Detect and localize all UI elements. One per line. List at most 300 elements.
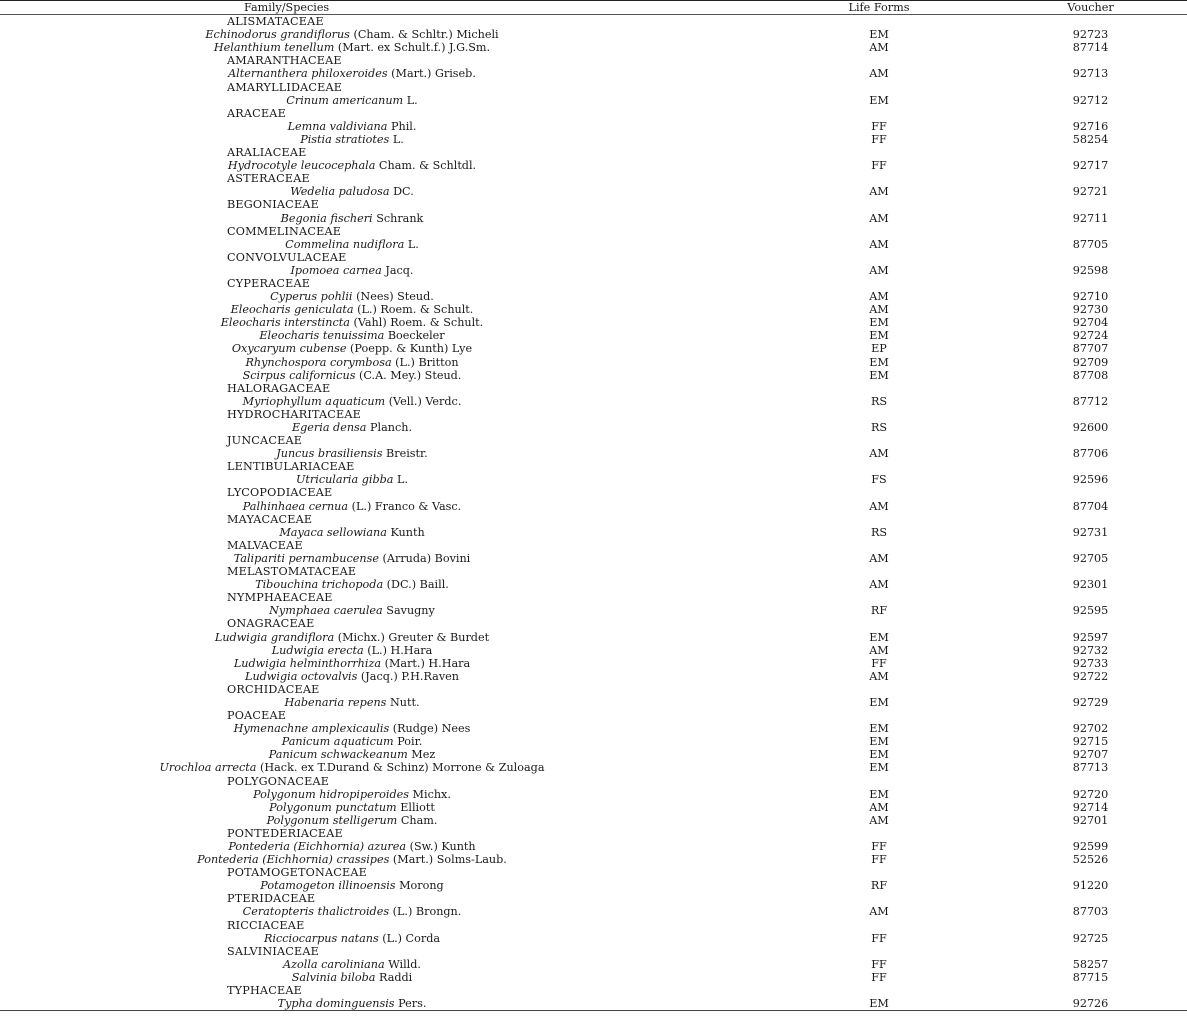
voucher: 92726 bbox=[1072, 997, 1109, 1011]
species-binomial: Eleocharis interstincta bbox=[220, 316, 350, 330]
family-name: HYDROCHARITACEAE bbox=[227, 407, 362, 421]
species-cell bbox=[0, 369, 764, 382]
life-form: AM bbox=[869, 263, 889, 277]
species-binomial: Hymenachne amplexicaulis bbox=[233, 722, 390, 736]
header-row bbox=[0, 1, 1187, 15]
species-authority: (Vell.) Verdc. bbox=[385, 394, 462, 408]
species-authority: (Jacq.) P.H.Raven bbox=[357, 669, 459, 683]
empty-cell bbox=[994, 251, 1187, 264]
species-row bbox=[0, 238, 1187, 251]
empty-cell bbox=[994, 827, 1187, 840]
family-row bbox=[0, 81, 1187, 94]
species-cell bbox=[0, 447, 764, 460]
species-authority: (Arruda) Bovini bbox=[378, 551, 471, 565]
family-name: SALVINIACEAE bbox=[227, 944, 320, 958]
species-row bbox=[0, 316, 1187, 329]
species-binomial: Cyperus pohlii bbox=[270, 290, 353, 304]
species-row bbox=[0, 840, 1187, 853]
family-row bbox=[0, 382, 1187, 395]
life-form: EM bbox=[869, 355, 889, 369]
species-row bbox=[0, 303, 1187, 316]
family-row bbox=[0, 107, 1187, 120]
species-row bbox=[0, 853, 1187, 866]
life-form: FF bbox=[871, 840, 887, 853]
family-name: CYPERACEAE bbox=[227, 276, 311, 290]
species-cell bbox=[0, 657, 764, 670]
empty-cell bbox=[994, 539, 1187, 552]
empty-cell bbox=[994, 172, 1187, 185]
species-cell bbox=[0, 41, 764, 54]
life-form: EM bbox=[869, 316, 889, 330]
species-authority: Nutt. bbox=[386, 695, 420, 709]
species-cell bbox=[0, 238, 764, 251]
life-form: AM bbox=[869, 643, 889, 657]
life-form: AM bbox=[869, 905, 889, 919]
empty-cell bbox=[994, 460, 1187, 473]
family-row bbox=[0, 198, 1187, 211]
family-name: MELASTOMATACEAE bbox=[227, 565, 357, 579]
empty-cell bbox=[994, 277, 1187, 290]
family-row bbox=[0, 683, 1187, 696]
species-row bbox=[0, 120, 1187, 133]
life-form: AM bbox=[869, 447, 889, 461]
family-row bbox=[0, 15, 1187, 29]
empty-cell bbox=[764, 251, 994, 264]
empty-cell bbox=[994, 146, 1187, 159]
species-authority: Jacq. bbox=[381, 263, 414, 277]
empty-cell bbox=[994, 225, 1187, 238]
life-form: EM bbox=[869, 28, 889, 42]
life-form: AM bbox=[869, 813, 889, 827]
species-row bbox=[0, 94, 1187, 107]
empty-cell bbox=[764, 683, 994, 696]
empty-cell bbox=[994, 709, 1187, 722]
empty-cell bbox=[764, 775, 994, 788]
family-name: NYMPHAEACEAE bbox=[227, 591, 333, 605]
family-name: MAYACACEAE bbox=[227, 512, 313, 526]
empty-cell bbox=[764, 172, 994, 185]
species-authority: (Nees) Steud. bbox=[352, 290, 434, 304]
voucher: 92733 bbox=[1072, 656, 1109, 670]
species-row bbox=[0, 814, 1187, 827]
species-authority: (Mart.) Griseb. bbox=[387, 67, 476, 81]
voucher: 92725 bbox=[1072, 931, 1109, 945]
empty-cell bbox=[764, 225, 994, 238]
species-binomial: Ludwigia erecta bbox=[271, 643, 364, 657]
species-cell bbox=[0, 905, 764, 918]
species-binomial: Polygonum stelligerum bbox=[266, 813, 398, 827]
species-binomial: Rhynchospora corymbosa bbox=[245, 355, 392, 369]
family-name: POLYGONACEAE bbox=[227, 774, 330, 788]
family-row bbox=[0, 225, 1187, 238]
species-binomial: Utricularia gibba bbox=[295, 473, 394, 487]
species-cell bbox=[0, 552, 764, 565]
family-row bbox=[0, 617, 1187, 630]
empty-cell bbox=[764, 107, 994, 120]
species-row bbox=[0, 722, 1187, 735]
life-form: EM bbox=[869, 735, 889, 749]
species-authority: Willd. bbox=[384, 957, 421, 971]
voucher: 87713 bbox=[1072, 761, 1109, 775]
voucher: 87712 bbox=[1072, 394, 1109, 408]
family-name: TYPHACEAE bbox=[227, 984, 302, 998]
empty-cell bbox=[994, 513, 1187, 526]
empty-cell bbox=[764, 486, 994, 499]
family-name: ASTERACEAE bbox=[227, 172, 310, 186]
family-row bbox=[0, 827, 1187, 840]
voucher: 91220 bbox=[1072, 879, 1109, 893]
species-binomial: Ludwigia grandiflora bbox=[214, 630, 335, 644]
species-authority: (Mart.) H.Hara bbox=[381, 656, 471, 670]
voucher: 92600 bbox=[1072, 421, 1109, 434]
species-binomial: Polygonum punctatum bbox=[269, 800, 397, 814]
voucher: 92721 bbox=[1072, 185, 1109, 199]
species-cell bbox=[0, 185, 764, 198]
voucher: 52526 bbox=[1072, 853, 1109, 867]
species-binomial: Nymphaea caerulea bbox=[269, 604, 383, 618]
empty-cell bbox=[764, 919, 994, 932]
empty-cell bbox=[994, 54, 1187, 67]
species-row bbox=[0, 212, 1187, 225]
species-authority: Breistr. bbox=[382, 447, 428, 461]
empty-cell bbox=[994, 81, 1187, 94]
family-name: POTAMOGETONACEAE bbox=[227, 866, 368, 880]
species-cell bbox=[0, 159, 764, 172]
family-row bbox=[0, 434, 1187, 447]
species-cell bbox=[0, 264, 764, 277]
species-binomial: Echinodorus grandiflorus bbox=[205, 28, 350, 42]
species-row bbox=[0, 290, 1187, 303]
voucher: 92707 bbox=[1072, 748, 1109, 762]
species-cell bbox=[0, 722, 764, 735]
species-authority: Schrank bbox=[372, 211, 424, 225]
species-cell bbox=[0, 958, 764, 971]
species-row bbox=[0, 657, 1187, 670]
family-row bbox=[0, 892, 1187, 905]
family-row bbox=[0, 984, 1187, 997]
family-name: LYCOPODIACEAE bbox=[227, 486, 333, 500]
life-form: FF bbox=[871, 159, 887, 173]
species-binomial: Azolla caroliniana bbox=[283, 957, 385, 971]
species-cell bbox=[0, 604, 764, 617]
empty-cell bbox=[994, 984, 1187, 997]
species-row bbox=[0, 552, 1187, 565]
species-binomial: Scirpus californicus bbox=[242, 368, 356, 382]
species-row bbox=[0, 395, 1187, 408]
species-authority: L. bbox=[393, 473, 408, 487]
family-name: JUNCACEAE bbox=[227, 434, 303, 448]
life-form: RS bbox=[870, 421, 888, 434]
species-cell bbox=[0, 840, 764, 853]
voucher: 87705 bbox=[1072, 237, 1109, 251]
species-binomial: Helanthium tenellum bbox=[213, 41, 335, 55]
species-row bbox=[0, 133, 1187, 146]
species-row bbox=[0, 761, 1187, 774]
species-cell bbox=[0, 761, 764, 774]
species-cell bbox=[0, 735, 764, 748]
life-form: EM bbox=[869, 630, 889, 644]
family-row bbox=[0, 539, 1187, 552]
species-row bbox=[0, 788, 1187, 801]
species-cell bbox=[0, 303, 764, 316]
species-cell bbox=[0, 316, 764, 329]
family-row bbox=[0, 945, 1187, 958]
species-binomial: Ipomoea carnea bbox=[290, 263, 382, 277]
empty-cell bbox=[994, 565, 1187, 578]
species-binomial: Pontederia (Eichhornia) crassipes bbox=[197, 853, 390, 867]
species-authority: (Hack. ex T.Durand & Schinz) Morrone & Zuloaga bbox=[256, 761, 545, 775]
species-binomial: Begonia fischeri bbox=[280, 211, 373, 225]
species-authority: Cham. bbox=[397, 813, 438, 827]
species-row bbox=[0, 67, 1187, 80]
family-row bbox=[0, 146, 1187, 159]
species-binomial: Ludwigia helminthorrhiza bbox=[233, 656, 382, 670]
voucher: 87706 bbox=[1072, 447, 1109, 461]
species-cell bbox=[0, 342, 764, 355]
empty-cell bbox=[764, 709, 994, 722]
species-cell bbox=[0, 932, 764, 945]
species-authority: Boeckeler bbox=[384, 329, 445, 343]
life-form: EM bbox=[869, 722, 889, 736]
life-form: EM bbox=[869, 368, 889, 382]
species-cell bbox=[0, 421, 764, 434]
voucher: 87704 bbox=[1072, 499, 1109, 513]
family-name: ALISMATACEAE bbox=[227, 15, 324, 29]
life-form: AM bbox=[869, 578, 889, 592]
species-row bbox=[0, 748, 1187, 761]
family-name: ARALIACEAE bbox=[227, 146, 307, 160]
species-cell bbox=[0, 133, 764, 146]
species-row bbox=[0, 971, 1187, 984]
voucher: 92301 bbox=[1072, 578, 1109, 592]
empty-cell bbox=[764, 617, 994, 630]
species-authority: (Vahl) Roem. & Schult. bbox=[349, 316, 484, 330]
voucher: 87703 bbox=[1072, 905, 1109, 919]
family-row bbox=[0, 172, 1187, 185]
species-cell bbox=[0, 290, 764, 303]
empty-cell bbox=[764, 892, 994, 905]
species-cell bbox=[0, 329, 764, 342]
species-binomial: Talipariti pernambucense bbox=[233, 551, 379, 565]
species-authority: L. bbox=[403, 93, 418, 107]
species-row bbox=[0, 264, 1187, 277]
species-row bbox=[0, 342, 1187, 355]
voucher: 92717 bbox=[1072, 159, 1109, 173]
family-name: AMARANTHACEAE bbox=[227, 54, 342, 68]
species-authority: (Mart. ex Schult.f.) J.G.Sm. bbox=[334, 41, 491, 55]
species-cell bbox=[0, 120, 764, 133]
species-authority: (Cham. & Schltr.) Micheli bbox=[349, 28, 499, 42]
voucher: 92716 bbox=[1072, 119, 1109, 133]
empty-cell bbox=[764, 460, 994, 473]
species-cell bbox=[0, 748, 764, 761]
voucher: 92595 bbox=[1072, 604, 1109, 618]
life-form: FF bbox=[871, 656, 887, 670]
species-authority: (L.) Roem. & Schult. bbox=[353, 303, 474, 317]
empty-cell bbox=[994, 919, 1187, 932]
species-cell bbox=[0, 971, 764, 984]
species-binomial: Eleocharis geniculata bbox=[230, 303, 354, 317]
family-row bbox=[0, 460, 1187, 473]
empty-cell bbox=[994, 107, 1187, 120]
species-authority: Phil. bbox=[387, 119, 417, 133]
empty-cell bbox=[994, 866, 1187, 879]
empty-cell bbox=[994, 945, 1187, 958]
life-form: FF bbox=[871, 853, 887, 867]
family-row bbox=[0, 408, 1187, 421]
life-form: EM bbox=[869, 93, 889, 107]
species-authority: (L.) H.Hara bbox=[363, 643, 433, 657]
life-form: AM bbox=[869, 237, 889, 251]
header-life-forms: Life Forms bbox=[848, 1, 910, 14]
empty-cell bbox=[994, 775, 1187, 788]
species-authority: (Sw.) Kunth bbox=[406, 840, 476, 853]
species-authority: Cham. & Schltdl. bbox=[375, 159, 477, 173]
species-row bbox=[0, 644, 1187, 657]
empty-cell bbox=[764, 54, 994, 67]
empty-cell bbox=[764, 434, 994, 447]
family-name: PONTEDERIACEAE bbox=[227, 826, 343, 840]
species-row bbox=[0, 356, 1187, 369]
voucher: 87708 bbox=[1072, 368, 1109, 382]
species-row bbox=[0, 631, 1187, 644]
family-row bbox=[0, 866, 1187, 879]
species-row bbox=[0, 879, 1187, 892]
species-binomial: Pontederia (Eichhornia) azurea bbox=[228, 840, 407, 853]
species-row bbox=[0, 958, 1187, 971]
species-authority: (C.A. Mey.) Steud. bbox=[355, 368, 462, 382]
family-row bbox=[0, 565, 1187, 578]
species-authority: (L.) Franco & Vasc. bbox=[348, 499, 462, 513]
life-form: AM bbox=[869, 185, 889, 199]
species-authority: Michx. bbox=[408, 787, 451, 801]
empty-cell bbox=[764, 866, 994, 879]
species-cell bbox=[0, 788, 764, 801]
empty-cell bbox=[764, 146, 994, 159]
species-binomial: Ricciocarpus natans bbox=[263, 931, 379, 945]
voucher: 92731 bbox=[1072, 525, 1109, 539]
species-cell bbox=[0, 395, 764, 408]
voucher: 92598 bbox=[1072, 263, 1109, 277]
voucher: 92732 bbox=[1072, 643, 1109, 657]
species-row bbox=[0, 735, 1187, 748]
species-row bbox=[0, 670, 1187, 683]
species-row bbox=[0, 369, 1187, 382]
species-row bbox=[0, 997, 1187, 1011]
voucher: 92713 bbox=[1072, 67, 1109, 81]
voucher: 87714 bbox=[1072, 41, 1109, 55]
species-authority: Mez bbox=[407, 748, 436, 762]
voucher: 92709 bbox=[1072, 355, 1109, 369]
voucher: 92596 bbox=[1072, 473, 1109, 487]
species-cell bbox=[0, 631, 764, 644]
empty-cell bbox=[764, 81, 994, 94]
empty-cell bbox=[994, 486, 1187, 499]
voucher: 92712 bbox=[1072, 93, 1109, 107]
species-cell bbox=[0, 500, 764, 513]
species-binomial: Ludwigia octovalvis bbox=[245, 669, 358, 683]
life-form: AM bbox=[869, 211, 889, 225]
species-cell bbox=[0, 696, 764, 709]
life-form: EP bbox=[871, 342, 887, 356]
family-name: LENTIBULARIACEAE bbox=[227, 460, 355, 474]
species-binomial: Panicum aquaticum bbox=[281, 735, 394, 749]
species-binomial: Alternanthera philoxeroides bbox=[228, 67, 388, 81]
life-form: AM bbox=[869, 551, 889, 565]
species-authority: (Mart.) Solms-Laub. bbox=[389, 853, 507, 867]
empty-cell bbox=[994, 683, 1187, 696]
family-row bbox=[0, 277, 1187, 290]
empty-cell bbox=[994, 434, 1187, 447]
species-binomial: Eleocharis tenuissima bbox=[259, 329, 385, 343]
species-binomial: Lemna valdiviana bbox=[287, 119, 388, 133]
voucher: 92710 bbox=[1072, 290, 1109, 304]
species-authority: (Rudge) Nees bbox=[389, 722, 471, 736]
species-authority: (L.) Corda bbox=[378, 931, 441, 945]
life-form: EM bbox=[869, 761, 889, 775]
species-authority: (L.) Brongn. bbox=[389, 905, 462, 919]
species-binomial: Habenaria repens bbox=[284, 695, 387, 709]
species-row bbox=[0, 473, 1187, 486]
species-binomial: Egeria densa bbox=[291, 421, 367, 434]
species-authority: DC. bbox=[389, 185, 414, 199]
life-form: EM bbox=[869, 787, 889, 801]
species-row bbox=[0, 526, 1187, 539]
family-name: MALVACEAE bbox=[227, 538, 303, 552]
life-form: FS bbox=[871, 473, 887, 487]
species-row bbox=[0, 159, 1187, 172]
species-binomial: Wedelia paludosa bbox=[290, 185, 390, 199]
species-authority: Kunth bbox=[386, 525, 425, 539]
life-form: AM bbox=[869, 41, 889, 55]
empty-cell bbox=[764, 15, 994, 29]
species-authority: L. bbox=[404, 237, 419, 251]
voucher: 92597 bbox=[1072, 630, 1109, 644]
species-authority: Planch. bbox=[366, 421, 413, 434]
species-cell bbox=[0, 356, 764, 369]
species-binomial: Polygonum hidropiperoides bbox=[253, 787, 409, 801]
family-row bbox=[0, 251, 1187, 264]
life-form: AM bbox=[869, 800, 889, 814]
voucher: 58257 bbox=[1072, 957, 1109, 971]
species-row bbox=[0, 185, 1187, 198]
species-authority: L. bbox=[389, 132, 404, 146]
voucher: 92715 bbox=[1072, 735, 1109, 749]
empty-cell bbox=[764, 565, 994, 578]
species-cell bbox=[0, 473, 764, 486]
species-authority: (Poepp. & Kunth) Lye bbox=[346, 342, 473, 356]
empty-cell bbox=[994, 617, 1187, 630]
empty-cell bbox=[994, 591, 1187, 604]
voucher: 92704 bbox=[1072, 316, 1109, 330]
species-binomial: Commelina nudiflora bbox=[285, 237, 405, 251]
species-row bbox=[0, 604, 1187, 617]
species-authority: Elliott bbox=[396, 800, 435, 814]
species-cell bbox=[0, 212, 764, 225]
family-row bbox=[0, 513, 1187, 526]
species-cell bbox=[0, 644, 764, 657]
empty-cell bbox=[994, 892, 1187, 905]
life-form: FF bbox=[871, 132, 887, 146]
empty-cell bbox=[764, 984, 994, 997]
family-name: ONAGRACEAE bbox=[227, 617, 315, 631]
family-row bbox=[0, 591, 1187, 604]
species-cell bbox=[0, 94, 764, 107]
family-name: RICCIACEAE bbox=[227, 918, 305, 932]
life-form: FF bbox=[871, 957, 887, 971]
species-row bbox=[0, 578, 1187, 591]
species-authority: Raddi bbox=[375, 970, 413, 984]
